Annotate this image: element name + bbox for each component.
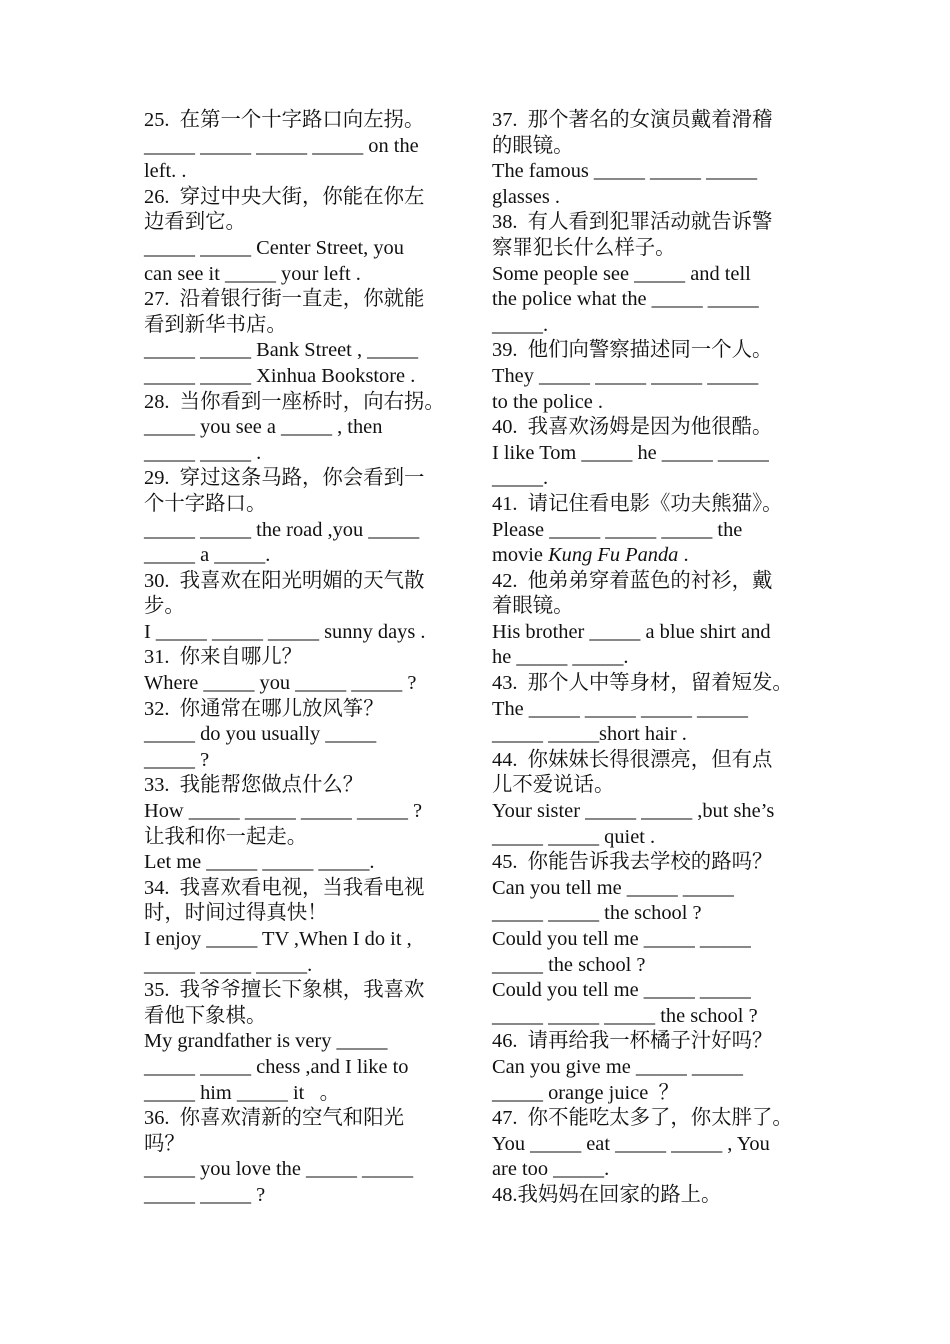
text-line: _____ _____ the school ? — [492, 902, 702, 925]
text-line: _____ _____ the road ,you _____ — [144, 518, 420, 541]
text-line: The _____ _____ _____ _____ — [492, 697, 748, 720]
text-line: 40. 我喜欢汤姆是因为他很酷。 — [492, 416, 773, 439]
text-line: Please _____ _____ _____ the — [492, 518, 743, 541]
text-line: 41. 请记住看电影《功夫熊猫》。 — [492, 492, 783, 515]
text-line: 时，时间过得真快！ — [144, 902, 328, 925]
text-line: 31. 你来自哪儿？ — [144, 646, 303, 669]
text-line: 察罪犯长什么样子。 — [492, 236, 676, 259]
text-line: 看到新华书店。 — [144, 313, 287, 336]
text-line — [492, 543, 812, 569]
text-line: Can you give me _____ _____ — [492, 1055, 743, 1078]
text-line: _____ _____ Bank Street , _____ — [144, 339, 419, 362]
text-line: 47. 你不能吃太多了，你太胖了。 — [492, 1107, 793, 1130]
text-line: _____ you love the _____ _____ — [144, 1158, 414, 1181]
text-line: They _____ _____ _____ _____ — [492, 364, 759, 387]
text-line: the police what the _____ _____ — [492, 288, 759, 311]
text-line: Some people see _____ and tell — [492, 262, 751, 285]
text-line: _____ orange juice ？ — [492, 1081, 679, 1104]
text-line: _____ the school ? — [492, 953, 646, 976]
text-line: _____ _____ _____. — [144, 953, 313, 976]
text-line: 34. 我喜欢看电视，当我看电视 — [144, 876, 425, 899]
text-line: _____ _____short hair . — [492, 723, 687, 746]
text-line: 29. 穿过这条马路，你会看到一 — [144, 467, 425, 490]
text-line: 28. 当你看到一座桥时，向右拐。 — [144, 390, 445, 413]
text-line: Can you tell me _____ _____ — [492, 876, 734, 899]
text-line: 45. 你能告诉我去学校的路吗？ — [492, 851, 773, 874]
text-line: His brother _____ a blue shirt and — [492, 620, 771, 643]
text-line: _____ _____ ? — [144, 1183, 266, 1206]
text-line: can see it _____ your left . — [144, 262, 361, 285]
text-line: _____ _____ _____ _____ on the — [144, 134, 419, 157]
text-line: Where _____ you _____ _____ ? — [144, 672, 417, 695]
line-text: movie — [492, 544, 549, 567]
text-line: _____ you see a _____ , then — [144, 416, 383, 439]
right-column — [492, 108, 812, 1209]
text-line: 33. 我能帮您做点什么？ — [144, 774, 364, 797]
text-line: he _____ _____. — [492, 646, 629, 669]
text-line: My grandfather is very _____ — [144, 1030, 388, 1053]
text-line: Your sister _____ _____ ,but she’s — [492, 800, 775, 823]
text-line: 26. 穿过中央大街，你能在你左 — [144, 185, 425, 208]
text-line: _____ _____ _____ the school ? — [492, 1004, 758, 1027]
text-line: The famous _____ _____ _____ — [492, 160, 758, 183]
text-line: _____. — [492, 467, 549, 490]
text-line: 39. 他们向警察描述同一个人。 — [492, 339, 773, 362]
text-line: 42. 他弟弟穿着蓝色的衬衫，戴 — [492, 569, 773, 592]
text-line: Could you tell me _____ _____ — [492, 928, 751, 950]
text-line: How _____ _____ _____ _____ ? — [144, 800, 423, 823]
left-column — [144, 108, 460, 1209]
text-line: 边看到它。 — [144, 211, 246, 234]
text-line: to the police . — [492, 390, 603, 413]
text-line: 看他下象棋。 — [144, 1004, 267, 1027]
text-line: 个十字路口。 — [144, 492, 267, 515]
text-line: _____ ? — [144, 748, 210, 771]
text-line: 46. 请再给我一杯橘子汁好吗？ — [492, 1030, 773, 1053]
text-line: 27. 沿着银行街一直走，你就能 — [144, 288, 425, 311]
text-line: I enjoy _____ TV ,When I do it , — [144, 928, 412, 950]
text-line: You _____ eat _____ _____ , You — [492, 1132, 770, 1155]
text-line: 让我和你一起走。 — [144, 825, 308, 848]
text-line: _____ him _____ it 。 — [144, 1081, 340, 1104]
text-line: _____ do you usually _____ — [144, 723, 377, 746]
line-text: . — [678, 544, 689, 567]
text-line: 44. 你妹妹长得很漂亮，但有点 — [492, 748, 773, 771]
movie-title: Kung Fu Panda — [548, 544, 679, 567]
text-line: 着眼镜。 — [492, 595, 574, 618]
text-line: _____ a _____. — [144, 544, 271, 567]
text-line: _____. — [492, 313, 549, 336]
text-line: 步。 — [144, 595, 185, 618]
text-line: glasses . — [492, 185, 560, 208]
text-line: 36. 你喜欢清新的空气和阳光 — [144, 1107, 404, 1130]
text-line: 37. 那个著名的女演员戴着滑稽 — [492, 109, 773, 131]
text-line: 48.我妈妈在回家的路上。 — [492, 1183, 722, 1206]
text-line: Could you tell me _____ _____ — [492, 979, 751, 1002]
text-line: I _____ _____ _____ sunny days . — [144, 620, 426, 643]
text-line: 38. 有人看到犯罪活动就告诉警 — [492, 211, 773, 234]
text-line: 30. 我喜欢在阳光明媚的天气散 — [144, 569, 425, 592]
text-line: _____ _____ Xinhua Bookstore . — [144, 364, 416, 387]
text-line: 25. 在第一个十字路口向左拐。 — [144, 109, 425, 131]
text-line: 43. 那个人中等身材，留着短发。 — [492, 672, 793, 695]
text-line: 32. 你通常在哪儿放风筝？ — [144, 697, 384, 720]
text-line: left. . — [144, 160, 187, 183]
text-line: Let me _____ _____ _____. — [144, 851, 375, 874]
text-line: _____ _____ quiet . — [492, 825, 656, 848]
text-line: _____ _____ chess ,and I like to — [144, 1055, 409, 1078]
text-line: are too _____. — [492, 1158, 610, 1181]
text-line: _____ _____ . — [144, 441, 262, 464]
text-line: _____ _____ Center Street, you — [144, 236, 404, 259]
text-line: I like Tom _____ he _____ _____ — [492, 441, 769, 464]
text-line: 35. 我爷爷擅长下象棋，我喜欢 — [144, 979, 425, 1002]
text-line: 的眼镜。 — [492, 134, 574, 157]
text-line: 儿不爱说话。 — [492, 774, 615, 797]
text-line: 吗？ — [144, 1132, 185, 1155]
